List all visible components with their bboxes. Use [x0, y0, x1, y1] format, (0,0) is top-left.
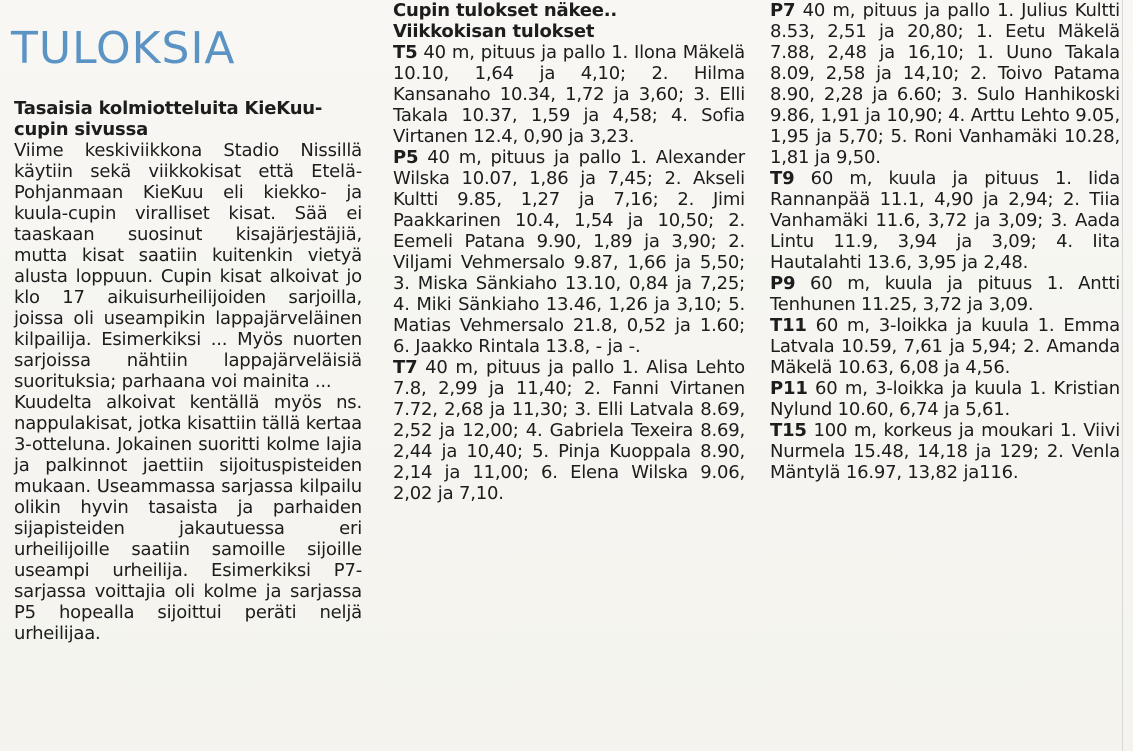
result-T11 [770, 315, 1120, 378]
column-2 [393, 0, 745, 504]
result-class-label: T7 [393, 357, 418, 378]
result-class-label: T5 [393, 42, 418, 63]
result-text: 40 m, pituus ja pallo 1. Alisa Lehto 7.8, 2,99 ja 11,40; 2. Fanni Virtanen 7.72, 2,68 ja 11,30; 3. Elli Latvala 8.69, 2,52 ja 12,00; 4. Gabriela Texeira 8.69, 2,44 ja 10,40; 5. Pinja Kuoppala 8.90, 2,14 ja 11,00; 6. Elena Wilska 9.06, 2,02 ja 7,10. [393, 357, 745, 504]
result-class-label: T11 [770, 315, 807, 336]
section-title: TULOKSIA [11, 23, 236, 74]
right-edge-divider [1122, 0, 1123, 751]
result-text: 100 m, korkeus ja moukari 1. Viivi Nurmela 15.48, 14,18 ja 129; 2. Venla Mäntylä 16.97, 13,82 ja116. [770, 420, 1120, 483]
result-text: 40 m, pituus ja pallo 1. Julius Kultti 8.53, 2,51 ja 20,80; 1. Eetu Mäkelä 7.88, 2,48 ja 16,10; 1. Uuno Takala 8.09, 2,58 ja 14,10; 2. Toivo Patama 8.90, 2,28 ja 6.60; 3. Sulo Hanhikoski 9.86, 1,91 ja 10,90; 4. Arttu Lehto 9.05, 1,95 ja 5,70; 5. Roni Vanhamäki 10.28, 1,81 ja 9,50. [770, 0, 1120, 168]
result-class-label: P5 [393, 147, 419, 168]
result-P11 [770, 378, 1120, 420]
result-class-label: P9 [770, 273, 796, 294]
result-P5 [393, 147, 745, 357]
result-text: 60 m, kuula ja pituus 1. Iida Rannanpää 11.1, 4,90 ja 2,94; 2. Tiia Vanhamäki 11.6, 3,72 ja 3,09; 3. Aada Lintu 11.9, 3,94 ja 3,09; 4. Iita Hautalahti 13.6, 3,95 ja 2,48. [770, 168, 1120, 273]
intro-paragraph-2 [14, 392, 362, 644]
weekly-results-heading: Viikkokisan tulokset [393, 21, 595, 42]
column-3 [770, 0, 1120, 483]
article-headline: Tasaisia kolmiotteluita KieKuu-cupin sivussa [14, 98, 323, 140]
result-T5 [393, 42, 745, 147]
result-text: 60 m, 3-loikka ja kuula 1. Kristian Nylund 10.60, 6,74 ja 5,61. [770, 378, 1120, 420]
intro-paragraph-2-text: Kuudelta alkoivat kentällä myös ns. nappulakisat, jotka kisattiin tällä kertaa 3-otteluna. Jokainen suoritti kolme lajia ja palkinnot jaettiin sijoituspisteiden mukaan. Useammassa sarjassa kilpailu olikin hyvin tasaista ja parhaiden sijapisteiden jakautuessa eri urheilijoille saatiin samoille sijoille useampi urheilija. Esimerkiksi P7-sarjassa voittajia oli kolme ja sarjassa P5 hopealla sijoittui peräti neljä urheilijaa. [14, 392, 362, 644]
result-P7 [770, 0, 1120, 168]
column-1 [11, 0, 362, 644]
result-class-label: P7 [770, 0, 796, 21]
result-T7 [393, 357, 745, 504]
result-T9 [770, 168, 1120, 273]
result-text: 40 m, pituus ja pallo 1. Ilona Mäkelä 10.10, 1,64 ja 4,10; 2. Hilma Kansanaho 10.34, 1,72 ja 3,60; 3. Elli Takala 10.37, 1,59 ja 4,58; 4. Sofia Virtanen 12.4, 0,90 ja 3,23. [393, 42, 745, 147]
result-text: 40 m, pituus ja pallo 1. Alexander Wilska 10.07, 1,86 ja 7,45; 2. Akseli Kultti 9.85, 1,27 ja 7,16; 2. Jimi Paakkarinen 10.4, 1,54 ja 10,50; 2. Eemeli Patana 9.90, 1,89 ja 3,90; 2. Viljami Vehmersalo 9.87, 1,66 ja 5,50; 3. Miska Sänkiaho 13.10, 0,84 ja 7,25; 4. Miki Sänkiaho 13.46, 1,26 ja 3,10; 5. Matias Vehmersalo 21.8, 0,52 ja 1.60; 6. Jaakko Rintala 13.8, - ja -. [393, 147, 745, 357]
result-text: 60 m, kuula ja pituus 1. Antti Tenhunen 11.25, 3,72 ja 3,09. [770, 273, 1120, 315]
result-class-label: T9 [770, 168, 795, 189]
result-T15 [770, 420, 1120, 483]
cup-results-note: Cupin tulokset näkee.. [393, 0, 618, 21]
result-text: 60 m, 3-loikka ja kuula 1. Emma Latvala 10.59, 7,61 ja 5,94; 2. Amanda Mäkelä 10.63, 6,08 ja 4,56. [770, 315, 1120, 378]
result-P9 [770, 273, 1120, 315]
intro-paragraph-1: Viime keskiviikkona Stadio Nissillä käytiin sekä viikkokisat että Etelä-Pohjanmaan KieKuu eli kiekko- ja kuula-cupin viralliset kisat. Sää ei taaskaan suosinut kisajärjestäjiä, mutta kisat saatiin kuitenkin vietyä alusta loppuun. Cupin kisat alkoivat jo klo 17 aikuisurheilijoiden sarjoilla, joissa oli useampikin lappajärveläinen kilpailija. Esimerkiksi ... Myös nuorten sarjoissa nähtiin lappajärveläisiä suorituksia; parhaana voi mainita ... [14, 140, 362, 392]
result-class-label: T15 [770, 420, 807, 441]
result-class-label: P11 [770, 378, 808, 399]
